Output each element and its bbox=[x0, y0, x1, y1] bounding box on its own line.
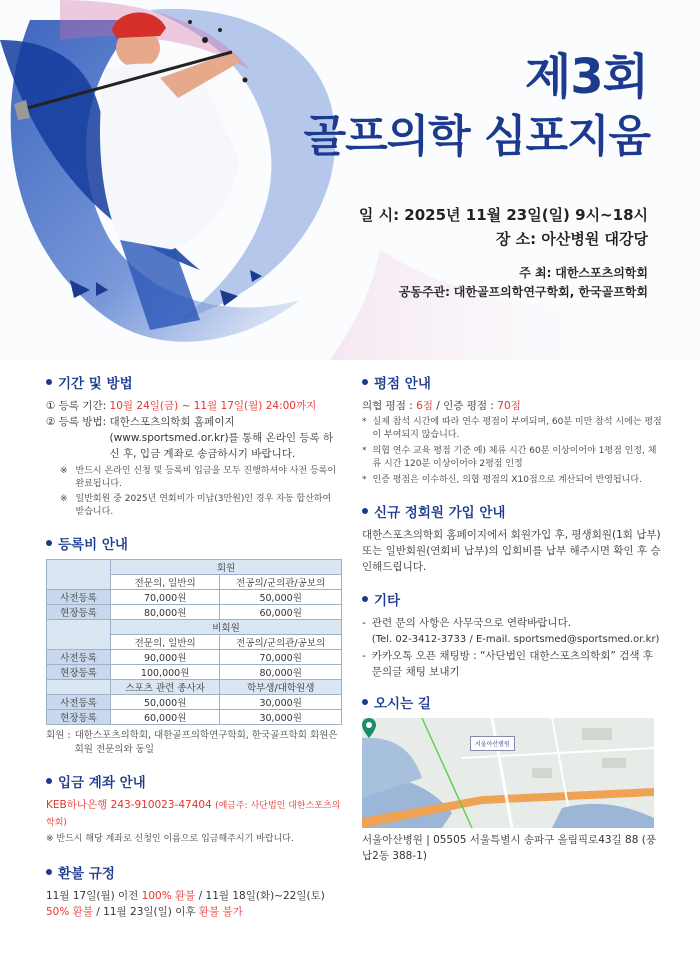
membership-body: 대한스포츠의학회 홈페이지에서 회원가입 후, 평생회원(1회 납부) 또는 일반회원(연회비 납부)의 입회비를 납부 해주시면 확인 후 승인해드립니다. bbox=[362, 529, 661, 573]
address: 서울아산병원 | 05505 서울특별시 송파구 올림픽로43길 88 (풍납2동 388-1) bbox=[362, 834, 656, 862]
reg-method bbox=[46, 414, 342, 462]
fee-row-header: 현장등록 bbox=[47, 605, 111, 620]
bullet-icon bbox=[46, 869, 52, 875]
section-membership-title: 신규 정회원 가입 안내 bbox=[362, 501, 662, 521]
reg-period-label: ① 등록 기간: bbox=[46, 400, 107, 412]
hero-banner bbox=[0, 0, 700, 360]
bullet-icon bbox=[362, 508, 368, 514]
bullet-icon bbox=[362, 379, 368, 385]
section-fee-title: 등록비 안내 bbox=[46, 533, 342, 553]
section-credits-title: 평점 안내 bbox=[362, 372, 662, 392]
reg-method-label: ② 등록 방법: bbox=[46, 416, 107, 428]
bullet-icon bbox=[362, 596, 368, 602]
right-column bbox=[362, 372, 662, 864]
cohost-line bbox=[399, 283, 648, 300]
contact-info: (Tel. 02-3412-3733 / E-mail. sportsmed@sportsmed.or.kr) bbox=[371, 634, 660, 645]
section-etc-title: 기타 bbox=[362, 589, 662, 609]
account-holder: (예금주: 사단법인 대한스포츠의학회) bbox=[46, 801, 341, 828]
fee-col-header: 스포츠 관련 종사자 bbox=[111, 680, 220, 695]
fee-col-header: 전공의/군의관/공보의 bbox=[220, 575, 342, 590]
section-account-title: 입금 계좌 안내 bbox=[46, 771, 342, 791]
refund-policy: 11월 17일(월) 이전 100% 환불 / 11월 18일(화)~22일(토) 50% 환불 / 11월 23일(일) 이후 환불 불가 bbox=[46, 890, 325, 918]
event-venue: 장 소: 아산병원 대강당 bbox=[495, 230, 648, 248]
map-graphic bbox=[362, 718, 654, 828]
fee-row-header: 현장등록 bbox=[47, 665, 111, 680]
map-pin-icon bbox=[362, 718, 376, 738]
left-column bbox=[46, 372, 342, 920]
bullet-icon bbox=[46, 540, 52, 546]
section-directions-title: 오시는 길 bbox=[362, 692, 662, 712]
bullet-icon bbox=[46, 379, 52, 385]
title-line-2: 골프의학 심포지움 bbox=[303, 111, 650, 162]
fee-row-header: 사전등록 bbox=[47, 650, 111, 665]
reg-method-value: 대한스포츠의학회 홈페이지 (www.sportsmed.or.kr)를 통해 온라인 등록 하신 후, 입금 계좌로 송금하시기 바랍니다. bbox=[109, 416, 334, 460]
credits-line: 의협 평점 : 6점 / 인증 평점 : 70점 bbox=[362, 400, 521, 412]
host-line bbox=[519, 264, 648, 281]
fee-cell: 100,000원 bbox=[111, 665, 220, 680]
fee-cell: 70,000원 bbox=[111, 590, 220, 605]
credits-note-1: * 실제 참석 시간에 따라 연수 평점이 부여되며, 60분 미만 참석 시에는 평점이 부여되지 않습니다. bbox=[362, 417, 662, 440]
fee-cell: 60,000원 bbox=[220, 605, 342, 620]
fee-cell: 30,000원 bbox=[220, 695, 342, 710]
location-map[interactable] bbox=[362, 718, 654, 828]
fee-cell: 50,000원 bbox=[111, 695, 220, 710]
reg-period bbox=[46, 398, 342, 414]
period-note-1: ※ 반드시 온라인 신청 및 등록비 입금을 모두 진행하셔야 사전 등록이 완료됩니다. bbox=[60, 466, 337, 489]
fee-row-header: 현장등록 bbox=[47, 710, 111, 725]
fee-col-header: 전문의, 일반의 bbox=[111, 575, 220, 590]
fee-group-member: 회원 bbox=[111, 560, 342, 575]
period-note-2: ※ 일반회원 중 2025년 연회비가 미납(3만원)인 경우 자동 합산하여 받습니다. bbox=[60, 494, 332, 517]
section-period-title: 기간 및 방법 bbox=[46, 372, 342, 392]
fee-cell: 80,000원 bbox=[220, 665, 342, 680]
cohost-value: 대한골프의학연구학회, 한국골프학회 bbox=[453, 285, 648, 299]
fee-cell: 70,000원 bbox=[220, 650, 342, 665]
fee-cell: 50,000원 bbox=[220, 590, 342, 605]
credits-note-2: * 의협 연수 교육 평점 기준 예) 체류 시간 60분 이상이어야 1평점 인정, 체류 시간 120분 이상이어야 2평점 인정 bbox=[362, 446, 657, 469]
title-line-1: 제3회 bbox=[524, 49, 648, 105]
map-place-label: 서울아산병원 bbox=[470, 736, 515, 751]
etc-item-2: - 카카오톡 오픈 채팅방 : “사단법인 대한스포츠의학회” 검색 후 문의글 채팅 보내기 bbox=[362, 650, 654, 678]
reg-period-value: 10월 24일(금) ~ 11월 17일(월) 24:00까지 bbox=[109, 400, 317, 412]
event-date: 일 시: 2025년 11월 23일(일) 9시~18시 bbox=[358, 206, 648, 224]
fee-row-header: 사전등록 bbox=[47, 695, 111, 710]
fee-footnote: 회원 : 대한스포츠의학회, 대한골프의학연구학회, 한국골프학회 회원은 회원 전문의와 동일 bbox=[46, 730, 338, 755]
account-number: KEB하나은행 243-910023-47404 (예금주: 사단법인 대한스포츠의학회) bbox=[46, 799, 341, 828]
fee-cell: 90,000원 bbox=[111, 650, 220, 665]
fee-cell: 60,000원 bbox=[111, 710, 220, 725]
account-note: ※ 반드시 해당 계좌로 신청인 이름으로 입금해주시기 바랍니다. bbox=[46, 834, 294, 844]
fee-group-nonmember: 비회원 bbox=[111, 620, 342, 635]
fee-row-header: 사전등록 bbox=[47, 590, 111, 605]
section-refund-title: 환불 규정 bbox=[46, 862, 342, 882]
fee-col-header: 전공의/군의관/공보의 bbox=[220, 635, 342, 650]
cohost-label: 공동주관: bbox=[398, 285, 450, 299]
etc-item-1: - 관련 문의 사항은 사무국으로 연락바랍니다. (Tel. 02-3412-3733 / E-mail. sportsmed@sportsmed.or.kr) bbox=[362, 617, 660, 645]
host-value: 대한스포츠의학회 bbox=[555, 266, 648, 280]
host-label: 주 최: bbox=[519, 266, 552, 280]
bullet-icon bbox=[362, 699, 368, 705]
fee-cell: 30,000원 bbox=[220, 710, 342, 725]
fee-col-header: 학부생/대학원생 bbox=[220, 680, 342, 695]
fee-cell: 80,000원 bbox=[111, 605, 220, 620]
credits-note-3: * 인증 평점은 이수하신, 의협 평점의 X10점으로 계산되어 반영됩니다. bbox=[362, 475, 642, 485]
fee-col-header: 전문의, 일반의 bbox=[111, 635, 220, 650]
bullet-icon bbox=[46, 778, 52, 784]
fee-table bbox=[46, 559, 342, 725]
